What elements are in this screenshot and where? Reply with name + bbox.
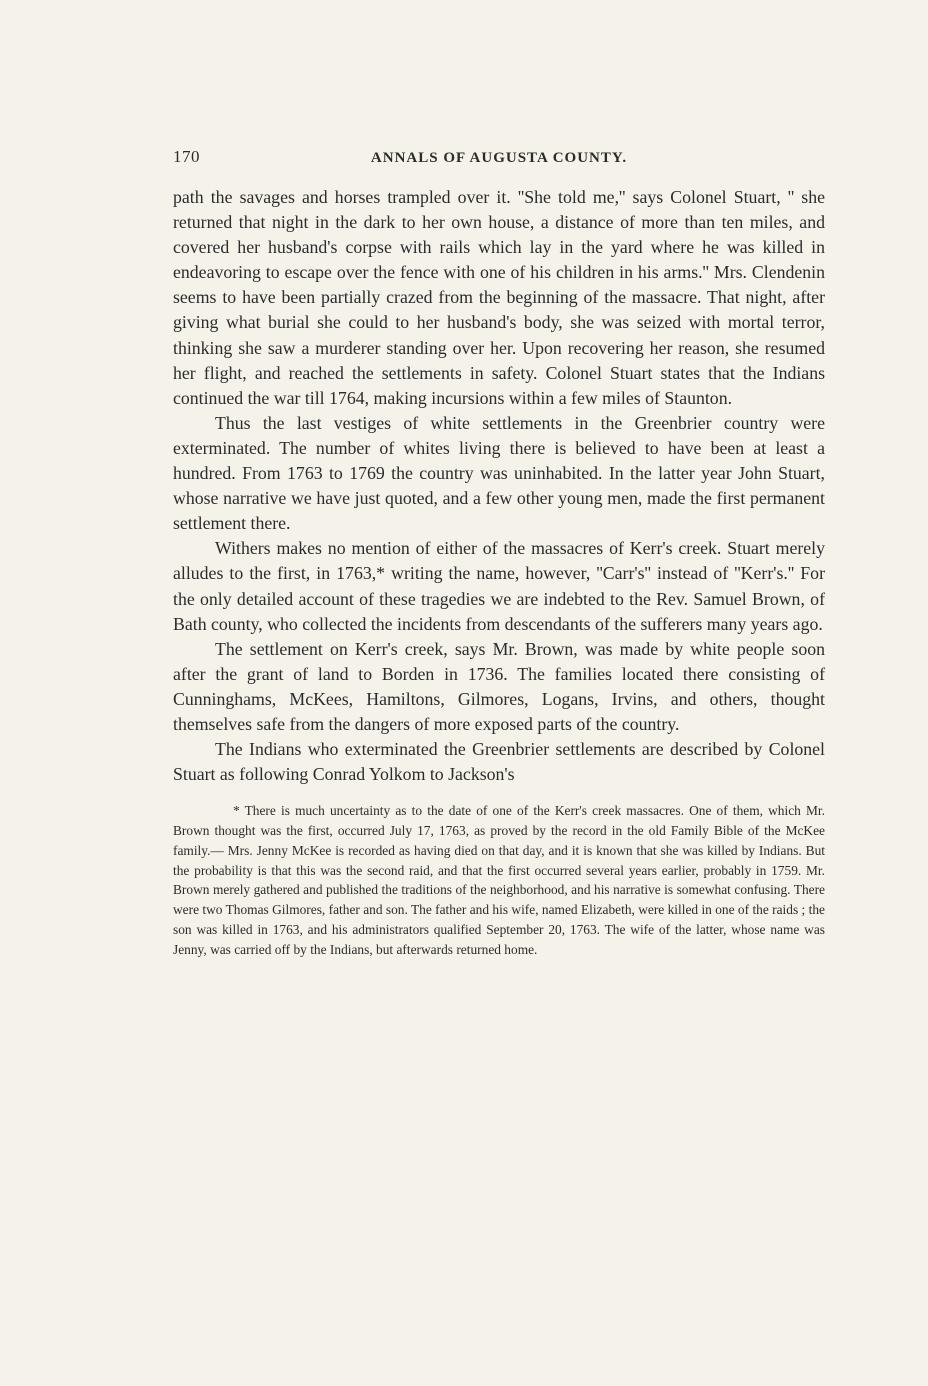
paragraph: Withers makes no mention of either of the massacres of Kerr's creek. Stuart merely alludes to the first, in 1763,* writing the name, however, ''Carr's'' instead of ''Kerr's.'' For the only detailed account of these tragedies we are indebted to the Rev. Samuel Brown, of Bath county, who collected the incidents from descendants of the sufferers many years ago. xyxy=(173,538,825,634)
body-text xyxy=(173,185,825,787)
footnote: * There is much uncertainty as to the date of one of the Kerr's creek massacres. One of them, which Mr. Brown thought was the first, occurred July 17, 1763, as proved by the record in the old Family Bible of the McKee family.— Mrs. Jenny McKee is recorded as having died on that day, and it is known that she was killed by Indians. But the probability is that this was the second raid, and that the first occurred several years earlier, probably in 1759. Mr. Brown merely gathered and published the traditions of the neighborhood, and his narrative is somewhat confusing. There were two Thomas Gilmores, father and son. The father and his wife, named Elizabeth, were killed in one of the raids ; the son was killed in 1763, and his administrators qualified September 20, 1763. The wife of the latter, whose name was Jenny, was carried off by the Indians, but afterwards returned home. xyxy=(173,803,825,957)
book-page xyxy=(173,147,825,960)
paragraph: path the savages and horses trampled over it. ''She told me,'' says Colonel Stuart, '' she returned that night in the dark to her own house, a distance of more than ten miles, and covered her husband's corpse with rails which lay in the yard where he was killed in endeavoring to escape over the fence with one of his children in his arms.'' Mrs. Clendenin seems to have been partially crazed from the beginning of the massacre. That night, after giving what burial she could to her husband's body, she was seized with mortal terror, thinking she saw a murderer standing over her. Upon recovering her reason, she resumed her flight, and reached the settlements in safety. Colonel Stuart states that the Indians continued the war till 1764, making incursions within a few miles of Staunton. xyxy=(173,187,825,408)
running-title: ANNALS OF AUGUSTA COUNTY. xyxy=(370,150,628,166)
page-number: 170 xyxy=(173,147,200,166)
paragraph: The Indians who exterminated the Greenbrier settlements are described by Colonel Stuart as following Conrad Yolkom to Jackson's xyxy=(173,739,825,785)
running-head xyxy=(173,147,825,167)
paragraph: Thus the last vestiges of white settlements in the Greenbrier country were exterminated. The number of whites living there is believed to have been at least a hundred. From 1763 to 1769 the country was uninhabited. In the latter year John Stuart, whose narrative we have just quoted, and a few other young men, made the first permanent settlement there. xyxy=(173,412,825,534)
paragraph: The settlement on Kerr's creek, says Mr. Brown, was made by white people soon after the grant of land to Borden in 1736. The families located there consisting of Cunninghams, McKees, Hamiltons, Gilmores, Logans, Irvins, and others, thought themselves safe from the dangers of more exposed parts of the country. xyxy=(173,638,825,734)
